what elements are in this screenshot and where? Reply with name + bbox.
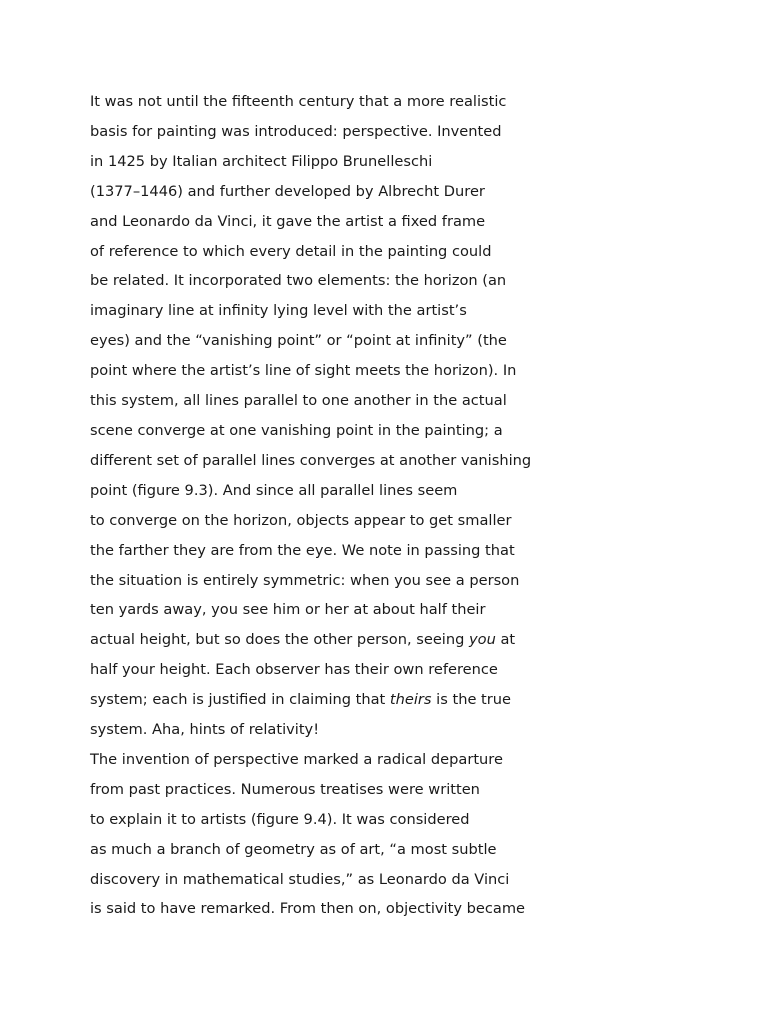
text-segment: discovery in mathematical studies,” as Leonardo da Vinci — [90, 870, 510, 888]
text-segment: point (figure 9.3). And since all parallel lines seem — [90, 481, 458, 499]
text-segment: half your height. Each observer has their own reference — [90, 661, 498, 679]
text-line — [90, 326, 730, 356]
text-line — [90, 386, 730, 416]
text-line — [90, 506, 730, 536]
text-line — [90, 117, 730, 147]
text-line — [90, 87, 730, 117]
text-line — [90, 237, 730, 267]
paragraph — [90, 745, 730, 924]
text-segment: is the true — [431, 691, 512, 709]
text-line — [90, 894, 730, 924]
text-line — [90, 296, 730, 326]
text-line — [90, 266, 730, 296]
page-body — [90, 87, 730, 924]
text-segment: the situation is entirely symmetric: when you see a person — [90, 571, 520, 589]
text-segment: system. Aha, hints of relativity! — [90, 721, 320, 739]
text-segment: (1377–1446) and further developed by Albrecht Durer — [90, 182, 485, 200]
text-segment: to explain it to artists (figure 9.4). It was considered — [90, 810, 470, 828]
paragraph — [90, 87, 730, 745]
text-segment: The invention of perspective marked a radical departure — [90, 750, 503, 768]
text-segment: the farther they are from the eye. We note in passing that — [90, 541, 515, 559]
text-segment: as much a branch of geometry as of art, “a most subtle — [90, 840, 497, 858]
text-line — [90, 147, 730, 177]
italic-text: theirs — [389, 691, 432, 709]
text-segment: basis for painting was introduced: perspective. Invented — [90, 122, 502, 140]
text-line — [90, 715, 730, 745]
text-segment: It was not until the fifteenth century that a more realistic — [90, 93, 507, 110]
text-segment: is said to have remarked. From then on, objectivity became — [90, 900, 526, 918]
text-segment: of reference to which every detail in the painting could — [90, 242, 492, 260]
text-segment: in 1425 by Italian architect Filippo Brunelleschi — [90, 152, 433, 170]
text-line — [90, 625, 730, 655]
text-line — [90, 566, 730, 596]
text-line — [90, 476, 730, 506]
text-segment: to converge on the horizon, objects appear to get smaller — [90, 511, 512, 529]
text-segment: point where the artist’s line of sight meets the horizon). In — [90, 362, 517, 380]
text-line — [90, 655, 730, 685]
text-line — [90, 595, 730, 625]
text-segment: be related. It incorporated two elements: the horizon (an — [90, 272, 507, 290]
text-line — [90, 835, 730, 865]
text-segment: actual height, but so does the other person, seeing — [90, 631, 470, 649]
text-segment: this system, all lines parallel to one another in the actual — [90, 392, 507, 410]
text-line — [90, 356, 730, 386]
text-line — [90, 685, 730, 715]
text-line — [90, 536, 730, 566]
text-segment: and Leonardo da Vinci, it gave the artist a fixed frame — [90, 212, 486, 230]
text-line — [90, 865, 730, 895]
text-segment: imaginary line at infinity lying level with the artist’s — [90, 302, 467, 320]
text-line — [90, 775, 730, 805]
italic-text: you — [469, 631, 496, 649]
text-line — [90, 177, 730, 207]
text-segment: system; each is justified in claiming that — [90, 691, 390, 709]
text-line — [90, 207, 730, 237]
text-line — [90, 416, 730, 446]
text-segment: from past practices. Numerous treatises were written — [90, 780, 480, 798]
text-segment: ten yards away, you see him or her at about half their — [90, 601, 486, 619]
text-line — [90, 805, 730, 835]
text-segment: at — [495, 631, 516, 649]
text-line — [90, 446, 730, 476]
text-segment: different set of parallel lines converges at another vanishing — [90, 451, 532, 469]
text-segment: scene converge at one vanishing point in the painting; a — [90, 421, 503, 439]
text-line — [90, 745, 730, 775]
text-segment: eyes) and the “vanishing point” or “point at infinity” (the — [90, 332, 507, 350]
